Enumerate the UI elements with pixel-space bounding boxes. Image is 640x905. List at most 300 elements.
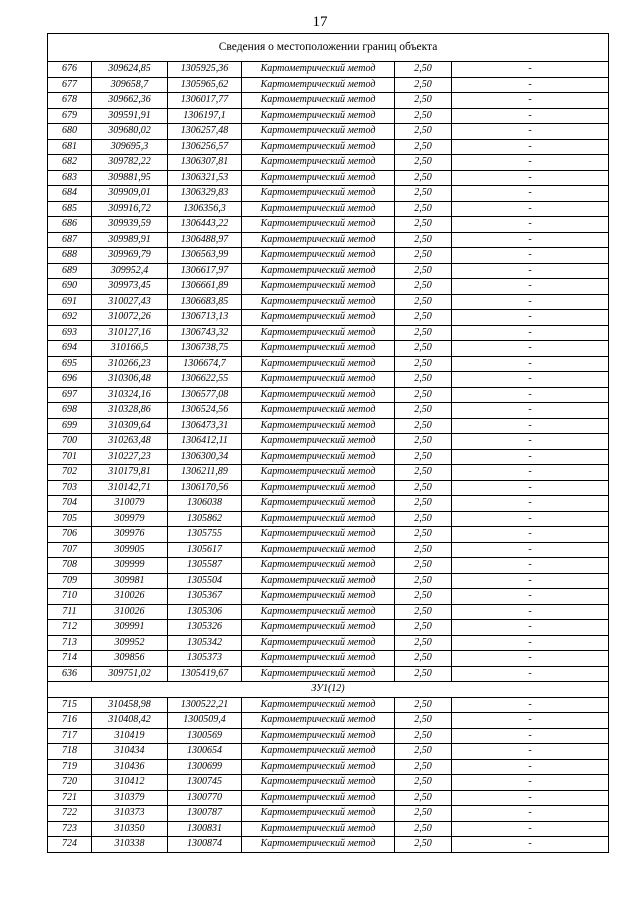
method-cell: Картометрический метод [242, 434, 395, 450]
y-coordinate-cell: 1305306 [168, 604, 242, 620]
point-number-cell: 716 [48, 713, 92, 729]
method-cell: Картометрический метод [242, 170, 395, 186]
point-number-cell: 691 [48, 294, 92, 310]
note-cell: - [452, 821, 609, 837]
y-coordinate-cell: 1306661,89 [168, 279, 242, 295]
note-cell: - [452, 713, 609, 729]
y-coordinate-cell: 1306017,77 [168, 93, 242, 109]
method-cell: Картометрический метод [242, 108, 395, 124]
note-cell: - [452, 77, 609, 93]
x-coordinate-cell: 309939,59 [92, 217, 168, 233]
point-number-cell: 723 [48, 821, 92, 837]
x-coordinate-cell: 309969,79 [92, 248, 168, 264]
point-number-cell: 699 [48, 418, 92, 434]
table-row [48, 558, 609, 574]
note-cell: - [452, 449, 609, 465]
table-row [48, 790, 609, 806]
y-coordinate-cell: 1306713,13 [168, 310, 242, 326]
point-number-cell: 690 [48, 279, 92, 295]
table-row [48, 635, 609, 651]
table-row [48, 108, 609, 124]
accuracy-cell: 2,50 [395, 666, 452, 682]
method-cell: Картометрический метод [242, 620, 395, 636]
y-coordinate-cell: 1306683,85 [168, 294, 242, 310]
accuracy-cell: 2,50 [395, 635, 452, 651]
table-row [48, 775, 609, 791]
method-cell: Картометрический метод [242, 837, 395, 853]
y-coordinate-cell: 1306197,1 [168, 108, 242, 124]
x-coordinate-cell: 310072,26 [92, 310, 168, 326]
accuracy-cell: 2,50 [395, 186, 452, 202]
note-cell: - [452, 434, 609, 450]
table-row [48, 201, 609, 217]
table-row [48, 310, 609, 326]
table-row [48, 511, 609, 527]
x-coordinate-cell: 309782,22 [92, 155, 168, 171]
point-number-cell: 698 [48, 403, 92, 419]
x-coordinate-cell: 309909,01 [92, 186, 168, 202]
method-cell: Картометрический метод [242, 124, 395, 140]
point-number-cell: 708 [48, 558, 92, 574]
accuracy-cell: 2,50 [395, 558, 452, 574]
accuracy-cell: 2,50 [395, 449, 452, 465]
table-row [48, 806, 609, 822]
accuracy-cell: 2,50 [395, 434, 452, 450]
x-coordinate-cell: 310079 [92, 496, 168, 512]
point-number-cell: 702 [48, 465, 92, 481]
point-number-cell: 677 [48, 77, 92, 93]
x-coordinate-cell: 309952 [92, 635, 168, 651]
method-cell: Картометрический метод [242, 294, 395, 310]
point-number-cell: 689 [48, 263, 92, 279]
accuracy-cell: 2,50 [395, 124, 452, 140]
y-coordinate-cell: 1306577,08 [168, 387, 242, 403]
accuracy-cell: 2,50 [395, 403, 452, 419]
point-number-cell: 719 [48, 759, 92, 775]
y-coordinate-cell: 1306307,81 [168, 155, 242, 171]
method-cell: Картометрический метод [242, 387, 395, 403]
x-coordinate-cell: 309979 [92, 511, 168, 527]
y-coordinate-cell: 1306356,3 [168, 201, 242, 217]
note-cell: - [452, 573, 609, 589]
table-row [48, 604, 609, 620]
x-coordinate-cell: 310434 [92, 744, 168, 760]
table-row [48, 170, 609, 186]
point-number-cell: 714 [48, 651, 92, 667]
point-number-cell: 693 [48, 325, 92, 341]
point-number-cell: 696 [48, 372, 92, 388]
y-coordinate-cell: 1300699 [168, 759, 242, 775]
y-coordinate-cell: 1305965,62 [168, 77, 242, 93]
table-row [48, 759, 609, 775]
table-row [48, 496, 609, 512]
y-coordinate-cell: 1306674,7 [168, 356, 242, 372]
y-coordinate-cell: 1300787 [168, 806, 242, 822]
page-number: 17 [312, 14, 328, 30]
y-coordinate-cell: 1305862 [168, 511, 242, 527]
accuracy-cell: 2,50 [395, 418, 452, 434]
table-row [48, 62, 609, 78]
table-row [48, 217, 609, 233]
table-row [48, 232, 609, 248]
note-cell: - [452, 744, 609, 760]
accuracy-cell: 2,50 [395, 806, 452, 822]
y-coordinate-cell: 1306617,97 [168, 263, 242, 279]
method-cell: Картометрический метод [242, 558, 395, 574]
x-coordinate-cell: 310166,5 [92, 341, 168, 357]
accuracy-cell: 2,50 [395, 542, 452, 558]
note-cell: - [452, 232, 609, 248]
y-coordinate-cell: 1305367 [168, 589, 242, 605]
table-title: Сведения о местоположении границ объекта [48, 34, 609, 62]
x-coordinate-cell: 310324,16 [92, 387, 168, 403]
y-coordinate-cell: 1306738,75 [168, 341, 242, 357]
method-cell: Картометрический метод [242, 139, 395, 155]
method-cell: Картометрический метод [242, 573, 395, 589]
method-cell: Картометрический метод [242, 821, 395, 837]
y-coordinate-cell: 1300569 [168, 728, 242, 744]
y-coordinate-cell: 1306743,32 [168, 325, 242, 341]
table-row [48, 155, 609, 171]
table-row [48, 480, 609, 496]
table-row [48, 434, 609, 450]
x-coordinate-cell: 310350 [92, 821, 168, 837]
point-number-cell: 678 [48, 93, 92, 109]
table-row [48, 713, 609, 729]
x-coordinate-cell: 309680,02 [92, 124, 168, 140]
y-coordinate-cell: 1305326 [168, 620, 242, 636]
note-cell: - [452, 294, 609, 310]
table-row [48, 666, 609, 682]
table-row [48, 325, 609, 341]
method-cell: Картометрический метод [242, 263, 395, 279]
note-cell: - [452, 728, 609, 744]
accuracy-cell: 2,50 [395, 697, 452, 713]
note-cell: - [452, 806, 609, 822]
method-cell: Картометрический метод [242, 713, 395, 729]
table-row [48, 465, 609, 481]
table-row [48, 620, 609, 636]
x-coordinate-cell: 310142,71 [92, 480, 168, 496]
point-number-cell: 687 [48, 232, 92, 248]
point-number-cell: 724 [48, 837, 92, 853]
accuracy-cell: 2,50 [395, 310, 452, 326]
accuracy-cell: 2,50 [395, 790, 452, 806]
accuracy-cell: 2,50 [395, 341, 452, 357]
note-cell: - [452, 837, 609, 853]
point-number-cell: 692 [48, 310, 92, 326]
accuracy-cell: 2,50 [395, 511, 452, 527]
y-coordinate-cell: 1305587 [168, 558, 242, 574]
method-cell: Картометрический метод [242, 651, 395, 667]
table-row [48, 728, 609, 744]
y-coordinate-cell: 1300522,21 [168, 697, 242, 713]
table-row [48, 418, 609, 434]
y-coordinate-cell: 1306473,31 [168, 418, 242, 434]
y-coordinate-cell: 1300509,4 [168, 713, 242, 729]
table-row [48, 589, 609, 605]
accuracy-cell: 2,50 [395, 651, 452, 667]
table-row [48, 77, 609, 93]
y-coordinate-cell: 1305419,67 [168, 666, 242, 682]
accuracy-cell: 2,50 [395, 837, 452, 853]
x-coordinate-cell: 309999 [92, 558, 168, 574]
point-number-cell: 682 [48, 155, 92, 171]
method-cell: Картометрический метод [242, 232, 395, 248]
table-row [48, 93, 609, 109]
accuracy-cell: 2,50 [395, 496, 452, 512]
y-coordinate-cell: 1300831 [168, 821, 242, 837]
accuracy-cell: 2,50 [395, 759, 452, 775]
accuracy-cell: 2,50 [395, 263, 452, 279]
accuracy-cell: 2,50 [395, 294, 452, 310]
x-coordinate-cell: 309976 [92, 527, 168, 543]
note-cell: - [452, 387, 609, 403]
x-coordinate-cell: 309624,85 [92, 62, 168, 78]
note-cell: - [452, 418, 609, 434]
x-coordinate-cell: 310306,48 [92, 372, 168, 388]
table-row [48, 139, 609, 155]
note-cell: - [452, 666, 609, 682]
table-row [48, 124, 609, 140]
accuracy-cell: 2,50 [395, 744, 452, 760]
x-coordinate-cell: 310127,16 [92, 325, 168, 341]
point-number-cell: 676 [48, 62, 92, 78]
table-row [48, 387, 609, 403]
y-coordinate-cell: 1300654 [168, 744, 242, 760]
section-label: ЗУ1(12) [48, 682, 609, 698]
note-cell: - [452, 356, 609, 372]
point-number-cell: 700 [48, 434, 92, 450]
table-row [48, 372, 609, 388]
x-coordinate-cell: 309591,91 [92, 108, 168, 124]
accuracy-cell: 2,50 [395, 155, 452, 171]
x-coordinate-cell: 310379 [92, 790, 168, 806]
accuracy-cell: 2,50 [395, 232, 452, 248]
accuracy-cell: 2,50 [395, 372, 452, 388]
method-cell: Картометрический метод [242, 449, 395, 465]
accuracy-cell: 2,50 [395, 248, 452, 264]
point-number-cell: 707 [48, 542, 92, 558]
accuracy-cell: 2,50 [395, 728, 452, 744]
y-coordinate-cell: 1300874 [168, 837, 242, 853]
point-number-cell: 720 [48, 775, 92, 791]
point-number-cell: 710 [48, 589, 92, 605]
method-cell: Картометрический метод [242, 418, 395, 434]
table-row [48, 356, 609, 372]
y-coordinate-cell: 1306622,55 [168, 372, 242, 388]
point-number-cell: 686 [48, 217, 92, 233]
point-number-cell: 697 [48, 387, 92, 403]
method-cell: Картометрический метод [242, 635, 395, 651]
accuracy-cell: 2,50 [395, 573, 452, 589]
y-coordinate-cell: 1306321,53 [168, 170, 242, 186]
table-row [48, 341, 609, 357]
note-cell: - [452, 759, 609, 775]
note-cell: - [452, 511, 609, 527]
note-cell: - [452, 263, 609, 279]
method-cell: Картометрический метод [242, 589, 395, 605]
method-cell: Картометрический метод [242, 186, 395, 202]
note-cell: - [452, 496, 609, 512]
x-coordinate-cell: 310412 [92, 775, 168, 791]
accuracy-cell: 2,50 [395, 139, 452, 155]
point-number-cell: 717 [48, 728, 92, 744]
section-row [48, 682, 609, 698]
accuracy-cell: 2,50 [395, 62, 452, 78]
x-coordinate-cell: 310263,48 [92, 434, 168, 450]
note-cell: - [452, 279, 609, 295]
x-coordinate-cell: 310338 [92, 837, 168, 853]
note-cell: - [452, 310, 609, 326]
note-cell: - [452, 465, 609, 481]
table-row [48, 263, 609, 279]
note-cell: - [452, 217, 609, 233]
y-coordinate-cell: 1305373 [168, 651, 242, 667]
table-row [48, 403, 609, 419]
y-coordinate-cell: 1300770 [168, 790, 242, 806]
point-number-cell: 636 [48, 666, 92, 682]
method-cell: Картометрический метод [242, 511, 395, 527]
table-row [48, 542, 609, 558]
accuracy-cell: 2,50 [395, 620, 452, 636]
y-coordinate-cell: 1305617 [168, 542, 242, 558]
accuracy-cell: 2,50 [395, 480, 452, 496]
accuracy-cell: 2,50 [395, 589, 452, 605]
point-number-cell: 679 [48, 108, 92, 124]
x-coordinate-cell: 310026 [92, 604, 168, 620]
note-cell: - [452, 139, 609, 155]
note-cell: - [452, 155, 609, 171]
point-number-cell: 681 [48, 139, 92, 155]
table-row [48, 527, 609, 543]
table-row [48, 186, 609, 202]
point-number-cell: 680 [48, 124, 92, 140]
method-cell: Картометрический метод [242, 341, 395, 357]
boundary-coordinates-table [47, 33, 609, 853]
accuracy-cell: 2,50 [395, 217, 452, 233]
note-cell: - [452, 186, 609, 202]
point-number-cell: 694 [48, 341, 92, 357]
point-number-cell: 685 [48, 201, 92, 217]
table-row [48, 248, 609, 264]
x-coordinate-cell: 310436 [92, 759, 168, 775]
point-number-cell: 705 [48, 511, 92, 527]
method-cell: Картометрический метод [242, 217, 395, 233]
accuracy-cell: 2,50 [395, 821, 452, 837]
note-cell: - [452, 248, 609, 264]
point-number-cell: 703 [48, 480, 92, 496]
table-row [48, 744, 609, 760]
x-coordinate-cell: 309916,72 [92, 201, 168, 217]
method-cell: Картометрический метод [242, 155, 395, 171]
note-cell: - [452, 790, 609, 806]
method-cell: Картометрический метод [242, 728, 395, 744]
note-cell: - [452, 108, 609, 124]
method-cell: Картометрический метод [242, 325, 395, 341]
y-coordinate-cell: 1306329,83 [168, 186, 242, 202]
y-coordinate-cell: 1306300,34 [168, 449, 242, 465]
note-cell: - [452, 527, 609, 543]
x-coordinate-cell: 310227,23 [92, 449, 168, 465]
accuracy-cell: 2,50 [395, 713, 452, 729]
point-number-cell: 721 [48, 790, 92, 806]
note-cell: - [452, 201, 609, 217]
method-cell: Картометрический метод [242, 77, 395, 93]
y-coordinate-cell: 1300745 [168, 775, 242, 791]
accuracy-cell: 2,50 [395, 108, 452, 124]
method-cell: Картометрический метод [242, 806, 395, 822]
x-coordinate-cell: 310266,23 [92, 356, 168, 372]
table-row [48, 651, 609, 667]
method-cell: Картометрический метод [242, 604, 395, 620]
note-cell: - [452, 62, 609, 78]
note-cell: - [452, 480, 609, 496]
accuracy-cell: 2,50 [395, 325, 452, 341]
y-coordinate-cell: 1306170,56 [168, 480, 242, 496]
table-row [48, 697, 609, 713]
method-cell: Картометрический метод [242, 403, 395, 419]
accuracy-cell: 2,50 [395, 527, 452, 543]
note-cell: - [452, 93, 609, 109]
y-coordinate-cell: 1305755 [168, 527, 242, 543]
x-coordinate-cell: 309881,95 [92, 170, 168, 186]
method-cell: Картометрический метод [242, 759, 395, 775]
note-cell: - [452, 372, 609, 388]
x-coordinate-cell: 309952,4 [92, 263, 168, 279]
note-cell: - [452, 620, 609, 636]
method-cell: Картометрический метод [242, 62, 395, 78]
point-number-cell: 701 [48, 449, 92, 465]
y-coordinate-cell: 1306412,11 [168, 434, 242, 450]
accuracy-cell: 2,50 [395, 387, 452, 403]
method-cell: Картометрический метод [242, 744, 395, 760]
x-coordinate-cell: 310373 [92, 806, 168, 822]
method-cell: Картометрический метод [242, 697, 395, 713]
table-row [48, 821, 609, 837]
note-cell: - [452, 697, 609, 713]
table-row [48, 573, 609, 589]
x-coordinate-cell: 309695,3 [92, 139, 168, 155]
note-cell: - [452, 635, 609, 651]
x-coordinate-cell: 309973,45 [92, 279, 168, 295]
method-cell: Картометрический метод [242, 666, 395, 682]
x-coordinate-cell: 310179,81 [92, 465, 168, 481]
accuracy-cell: 2,50 [395, 604, 452, 620]
method-cell: Картометрический метод [242, 465, 395, 481]
note-cell: - [452, 558, 609, 574]
x-coordinate-cell: 310458,98 [92, 697, 168, 713]
point-number-cell: 713 [48, 635, 92, 651]
note-cell: - [452, 604, 609, 620]
point-number-cell: 704 [48, 496, 92, 512]
table-row [48, 294, 609, 310]
note-cell: - [452, 341, 609, 357]
point-number-cell: 722 [48, 806, 92, 822]
method-cell: Картометрический метод [242, 248, 395, 264]
method-cell: Картометрический метод [242, 201, 395, 217]
y-coordinate-cell: 1306524,56 [168, 403, 242, 419]
point-number-cell: 706 [48, 527, 92, 543]
y-coordinate-cell: 1305342 [168, 635, 242, 651]
y-coordinate-cell: 1306443,22 [168, 217, 242, 233]
point-number-cell: 684 [48, 186, 92, 202]
note-cell: - [452, 589, 609, 605]
x-coordinate-cell: 309989,91 [92, 232, 168, 248]
method-cell: Картометрический метод [242, 372, 395, 388]
method-cell: Картометрический метод [242, 790, 395, 806]
accuracy-cell: 2,50 [395, 93, 452, 109]
